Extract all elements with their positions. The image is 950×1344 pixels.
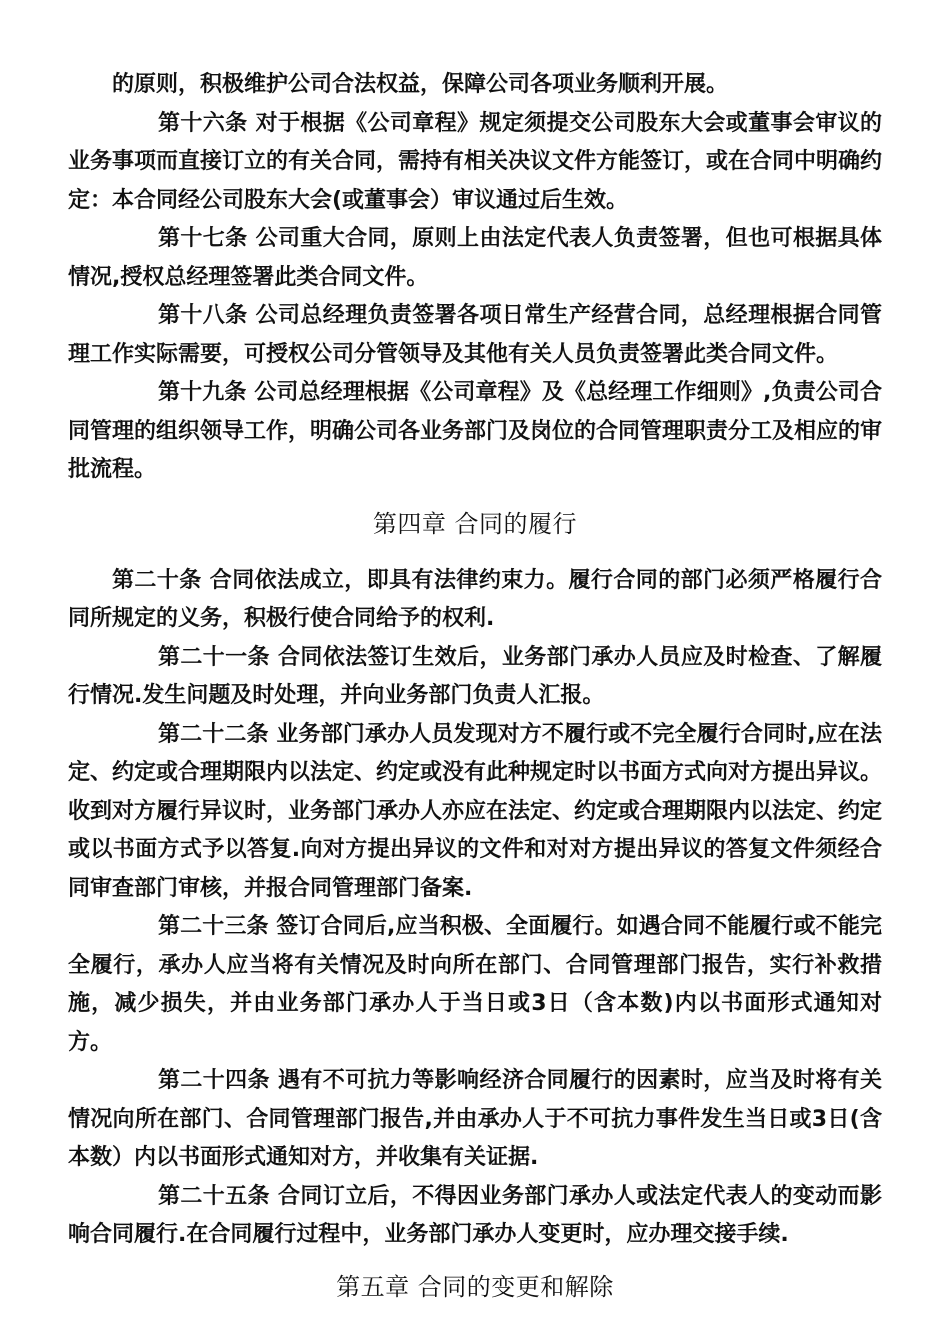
article-16: 第十六条 对于根据《公司章程》规定须提交公司股东大会或董事会审议的业务事项而直接订立的有关合同，需持有相关决议文件方能签订，或在合同中明确约定：本合同经公司股东大会(或董事会）审议通过后生效。 (68, 110, 883, 213)
chapter-5-heading: 第五章 合同的变更和解除 (336, 1272, 614, 1301)
article-17: 第十七条 公司重大合同，原则上由法定代表人负责签署，但也可根据具体情况,授权总经理签署此类合同文件。 (68, 226, 882, 290)
article-24: 第二十四条 遇有不可抗力等影响经济合同履行的因素时，应当及时将有关情况向所在部门、合同管理部门报告,并由承办人于不可抗力事件发生当日或3日(含本数）内以书面形式通知对方，并收集有关证据. (68, 1068, 882, 1170)
chapter-4-heading: 第四章 合同的履行 (372, 509, 578, 538)
article-20: 第二十条 合同依法成立，即具有法律约束力。履行合同的部门必须严格履行合同所规定的义务，积极行使合同给予的权利. (68, 567, 882, 631)
article-25: 第二十五条 合同订立后，不得因业务部门承办人或法定代表人的变动而影响合同履行.在合同履行过程中，业务部门承办人变更时，应办理交接手续. (68, 1183, 882, 1247)
article-18: 第十八条 公司总经理负责签署各项日常生产经营合同，总经理根据合同管理工作实际需要，可授权公司分管领导及其他有关人员负责签署此类合同文件。 (68, 303, 882, 367)
article-22: 第二十二条 业务部门承办人员发现对方不履行或不完全履行合同时,应在法定、约定或合理期限内以法定、约定或没有此种规定时以书面方式向对方提出异议。收到对方履行异议时，业务部门承办人亦应在法定、约定或合理期限内以法定、约定或以书面方式予以答复.向对方提出异议的文件和对对方提出异议的答复文件须经合同审查部门审核，并报合同管理部门备案. (68, 721, 883, 901)
paragraph-continuation: 的原则，积极维护公司合法权益，保障公司各项业务顺利开展。 (112, 72, 729, 97)
article-21: 第二十一条 合同依法签订生效后，业务部门承办人员应及时检查、了解履行情况.发生问题及时处理，并向业务部门负责人汇报。 (68, 644, 882, 708)
article-23: 第二十三条 签订合同后,应当积极、全面履行。如遇合同不能履行或不能完全履行，承办人应当将有关情况及时向所在部门、合同管理部门报告，实行补救措施，减少损失，并由业务部门承办人于当日或3日（含本数)内以书面形式通知对方。 (68, 914, 882, 1055)
article-19: 第十九条 公司总经理根据《公司章程》及《总经理工作细则》,负责公司合同管理的组织领导工作，明确公司各业务部门及岗位的合同管理职责分工及相应的审批流程。 (68, 380, 883, 482)
